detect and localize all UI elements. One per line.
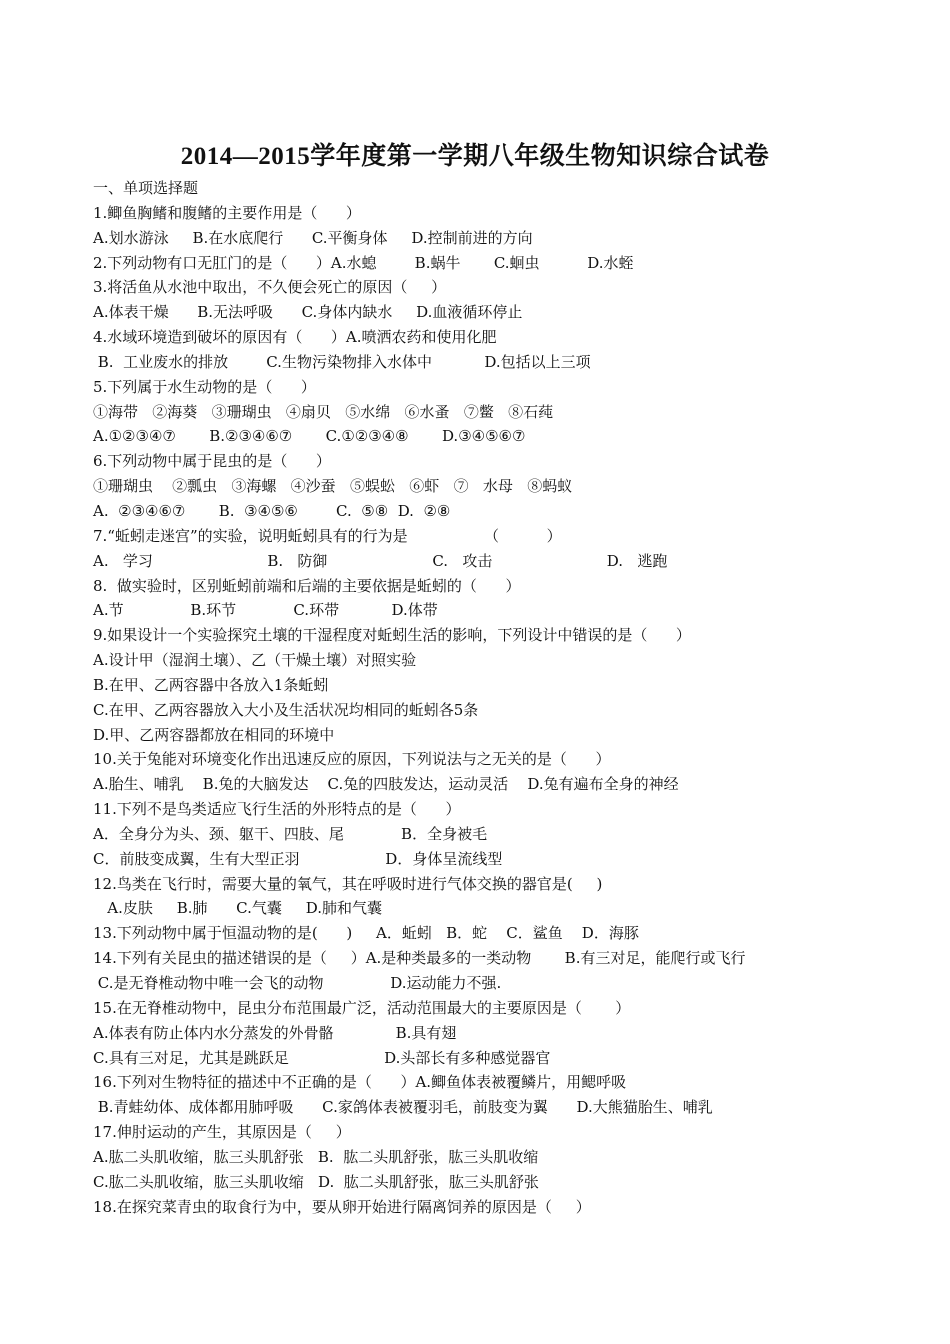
text-line: A. ②③④⑥⑦ B. ③④⑤⑥ C. ⑤⑧ D. ②⑧ <box>93 501 451 520</box>
text-line: 14.下列有关昆虫的描述错误的是（ ）A.是种类最多的一类动物 B.有三对足，能爬行或飞行 <box>93 949 746 968</box>
exam-title: 2014—2015学年度第一学期八年级生物知识综合试卷 <box>180 143 770 170</box>
text-line: C.在甲、乙两容器放入大小及生活状况均相同的蚯蚓各5条 <box>93 700 479 719</box>
text-line: 5.下列属于水生动物的是（ ） <box>93 377 316 396</box>
text-line: 3.将活鱼从水池中取出，不久便会死亡的原因（ ） <box>93 278 447 297</box>
text-line: C．前肢变成翼，生有大型正羽 D．身体呈流线型 <box>93 849 503 868</box>
text-line: B. 工业废水的排放 C.生物污染物排入水体中 D.包括以上三项 <box>93 352 591 371</box>
text-line: A.体表有防止体内水分蒸发的外骨骼 B.具有翅 <box>93 1023 457 1042</box>
text-line: 7.“蚯蚓走迷宫”的实验，说明蚯蚓具有的行为是 （ ） <box>93 526 562 545</box>
text-line: 6.下列动物中属于昆虫的是（ ） <box>93 452 331 471</box>
text-line: 2.下列动物有口无肛门的是（ ）A.水螅 B.蜗牛 C.蛔虫 D.水蛭 <box>93 253 634 272</box>
text-line: B.在甲、乙两容器中各放入1条蚯蚓 <box>93 675 329 694</box>
text-line: A．全身分为头、颈、躯干、四肢、尾 B．全身被毛 <box>93 824 488 843</box>
text-line: B.青蛙幼体、成体都用肺呼吸 C.家鸽体表被覆羽毛，前肢变为翼 D.大熊猫胎生、哺乳 <box>93 1098 713 1117</box>
text-line: 一、单项选择题 <box>93 179 199 197</box>
question-list <box>93 176 933 1219</box>
text-line: ①珊瑚虫 ②瓢虫 ③海螺 ④沙蚕 ⑤蜈蚣 ⑥虾 ⑦ 水母 ⑧蚂蚁 <box>93 477 573 496</box>
text-line: A. 学习 B. 防御 C. 攻击 D. 逃跑 <box>93 551 668 570</box>
text-line: A.划水游泳 B.在水底爬行 C.平衡身体 D.控制前进的方向 <box>93 228 533 247</box>
text-line: 1.鲫鱼胸鳍和腹鳍的主要作用是（ ） <box>93 203 361 222</box>
text-line: 9.如果设计一个实验探究土壤的干湿程度对蚯蚓生活的影响，下列设计中错误的是（ ） <box>93 626 691 645</box>
text-line: A.节 B.环节 C.环带 D.体带 <box>93 601 438 620</box>
text-line: 8. 做实验时，区别蚯蚓前端和后端的主要依据是蚯蚓的（ ） <box>93 576 521 595</box>
text-line: 10.关于兔能对环境变化作出迅速反应的原因，下列说法与之无关的是（ ） <box>93 750 611 769</box>
text-line: 17.伸肘运动的产生，其原因是（ ） <box>93 1123 351 1142</box>
text-line: C.具有三对足，尤其是跳跃足 D.头部长有多种感觉器官 <box>93 1048 551 1067</box>
text-line: 13.下列动物中属于恒温动物的是( ) A．蚯蚓 B．蛇 C．鲨鱼 D．海豚 <box>93 924 639 943</box>
text-line: A.体表干燥 B.无法呼吸 C.身体内缺水 D.血液循环停止 <box>93 303 523 322</box>
text-line: 18.在探究菜青虫的取食行为中，要从卵开始进行隔离饲养的原因是（ ） <box>93 1197 591 1216</box>
text-line: 15.在无脊椎动物中，昆虫分布范围最广泛，活动范围最大的主要原因是（ ） <box>93 998 631 1017</box>
text-line: 16.下列对生物特征的描述中不正确的是（ ）A.鲫鱼体表被覆鳞片，用鳃呼吸 <box>93 1073 627 1092</box>
text-line: A.肱二头肌收缩，肱三头肌舒张 B. 肱二头肌舒张，肱三头肌收缩 <box>93 1147 539 1166</box>
text-line: C.是无脊椎动物中唯一会飞的动物 D.运动能力不强. <box>93 974 502 992</box>
text-line: 12.鸟类在飞行时，需要大量的氧气，其在呼吸时进行气体交换的器官是( ) <box>93 874 603 893</box>
text-line: A.胎生、哺乳 B.兔的大脑发达 C.兔的四肢发达，运动灵活 D.兔有遍布全身的神经 <box>93 775 679 794</box>
text-line: D.甲、乙两容器都放在相同的环境中 <box>93 725 335 744</box>
text-line: A.①②③④⑦ B.②③④⑥⑦ C.①②③④⑧ D.③④⑤⑥⑦ <box>93 427 526 446</box>
text-line: A.设计甲（湿润土壤）、乙（干燥土壤）对照实验 <box>93 651 417 670</box>
text-line: ①海带 ②海葵 ③珊瑚虫 ④扇贝 ⑤水绵 ⑥水蚤 ⑦鳖 ⑧石莼 <box>93 402 554 421</box>
text-line: A.皮肤 B.肺 C.气囊 D.肺和气囊 <box>93 899 382 918</box>
text-line: 4.水域环境造到破坏的原因有（ ）A.喷洒农药和使用化肥 <box>93 328 497 347</box>
text-line: 11.下列不是鸟类适应飞行生活的外形特点的是（ ） <box>93 800 461 819</box>
text-line: C.肱二头肌收缩，肱三头肌收缩 D. 肱二头肌舒张，肱三头肌舒张 <box>93 1172 539 1191</box>
